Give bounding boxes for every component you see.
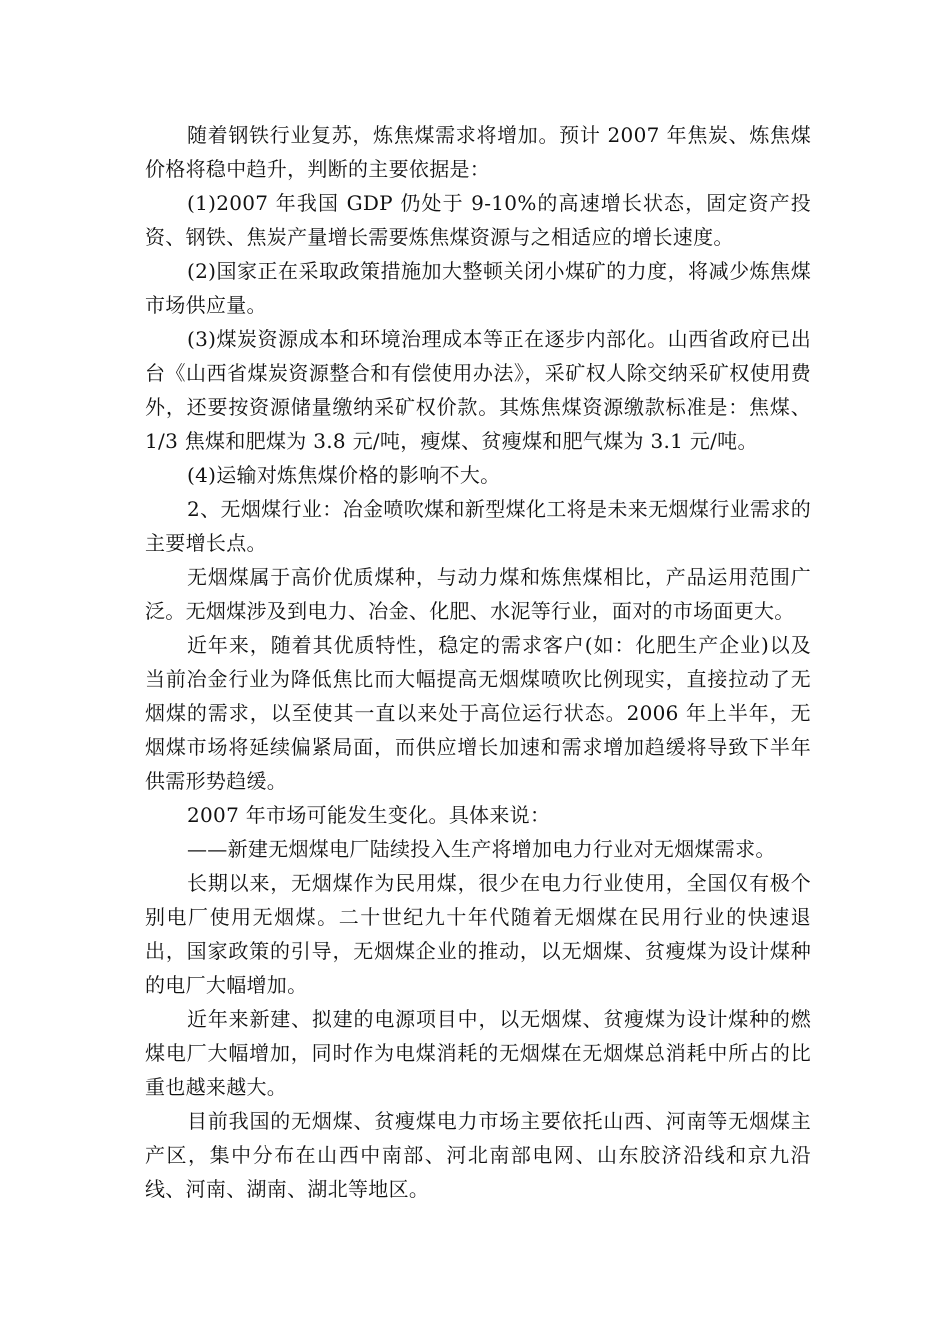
paragraph-2: (1)2007 年我国 GDP 仍处于 9-10%的高速增长状态，固定资产投资、钢铁、焦炭产量增长需要炼焦煤资源与之相适应的增长速度。 [145,191,811,249]
paragraph-6: 2、无烟煤行业：冶金喷吹煤和新型煤化工将是未来无烟煤行业需求的主要增长点。 [145,497,811,555]
paragraph-4: (3)煤炭资源成本和环境治理成本等正在逐步内部化。山西省政府已出台《山西省煤炭资源整合和有偿使用办法》，采矿权人除交纳采矿权使用费外，还要按资源储量缴纳采矿权价款。其炼焦煤资源缴款标准是：焦煤、1/3 焦煤和肥煤为 3.8 元/吨，瘦煤、贫瘦煤和肥气煤为 3.1 元/吨。 [145,327,811,453]
paragraph-8: 近年来，随着其优质特性，稳定的需求客户(如：化肥生产企业)以及当前冶金行业为降低焦比而大幅提高无烟煤喷吹比例现实，直接拉动了无烟煤的需求，以至使其一直以来处于高位运行状态。2006 年上半年，无烟煤市场将延续偏紧局面，而供应增长加速和需求增加趋缓将导致下半年供需形势趋缓。 [145,633,811,793]
paragraph-9: 2007 年市场可能发生变化。具体来说： [187,803,551,827]
paragraph-11: 长期以来，无烟煤作为民用煤，很少在电力行业使用，全国仅有极个别电厂使用无烟煤。二十世纪九十年代随着无烟煤在民用行业的快速退出，国家政策的引导，无烟煤企业的推动，以无烟煤、贫瘦煤为设计煤种的电厂大幅增加。 [145,871,811,997]
document-body [145,118,811,1206]
paragraph-12: 近年来新建、拟建的电源项目中，以无烟煤、贫瘦煤为设计煤种的燃煤电厂大幅增加，同时作为电煤消耗的无烟煤在无烟煤总消耗中所占的比重也越来越大。 [145,1007,811,1099]
paragraph-1: 随着钢铁行业复苏，炼焦煤需求将增加。预计 2007 年焦炭、炼焦煤价格将稳中趋升，判断的主要依据是： [145,123,811,181]
paragraph-10: ——新建无烟煤电厂陆续投入生产将增加电力行业对无烟煤需求。 [187,837,776,861]
paragraph-5: (4)运输对炼焦煤价格的影响不大。 [187,463,501,487]
paragraph-7: 无烟煤属于高价优质煤种，与动力煤和炼焦煤相比，产品运用范围广泛。无烟煤涉及到电力、冶金、化肥、水泥等行业，面对的市场面更大。 [145,565,811,623]
paragraph-13: 目前我国的无烟煤、贫瘦煤电力市场主要依托山西、河南等无烟煤主产区，集中分布在山西中南部、河北南部电网、山东胶济沿线和京九沿线、河南、湖南、湖北等地区。 [145,1109,811,1201]
paragraph-3: (2)国家正在采取政策措施加大整顿关闭小煤矿的力度，将减少炼焦煤市场供应量。 [145,259,811,317]
